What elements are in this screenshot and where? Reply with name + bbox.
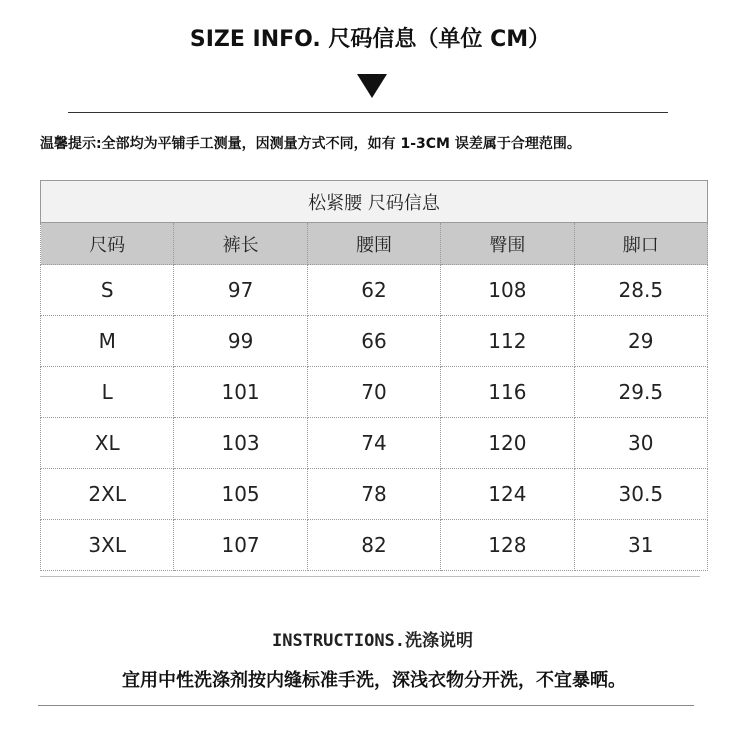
table-row	[41, 469, 708, 520]
cell-size: XL	[41, 418, 174, 469]
column-header-length: 裤长	[174, 223, 307, 265]
column-header-hip: 臀围	[441, 223, 574, 265]
cell-size: 3XL	[41, 520, 174, 571]
cell-leg-opening: 29	[574, 316, 707, 367]
cell-leg-opening: 28.5	[574, 265, 707, 316]
table-row	[41, 367, 708, 418]
cell-size: S	[41, 265, 174, 316]
cell-leg-opening: 30	[574, 418, 707, 469]
cell-length: 101	[174, 367, 307, 418]
cell-waist: 62	[307, 265, 440, 316]
size-table	[40, 180, 708, 571]
cell-length: 103	[174, 418, 307, 469]
table-row	[41, 418, 708, 469]
cell-size: 2XL	[41, 469, 174, 520]
cell-leg-opening: 29.5	[574, 367, 707, 418]
table-row	[41, 520, 708, 571]
table-caption: 松紧腰 尺码信息	[41, 181, 708, 223]
cell-hip: 128	[441, 520, 574, 571]
column-header-size: 尺码	[41, 223, 174, 265]
cell-length: 97	[174, 265, 307, 316]
instructions-text: 宜用中性洗涤剂按内缝标准手洗，深浅衣物分开洗，不宜暴晒。	[122, 670, 626, 691]
table-header-row	[41, 223, 708, 265]
cell-leg-opening: 30.5	[574, 469, 707, 520]
cell-length: 99	[174, 316, 307, 367]
cell-length: 107	[174, 520, 307, 571]
table-bottom-divider	[40, 576, 700, 577]
cell-hip: 120	[441, 418, 574, 469]
column-header-waist: 腰围	[307, 223, 440, 265]
divider-bottom	[38, 705, 694, 706]
cell-hip: 124	[441, 469, 574, 520]
cell-length: 105	[174, 469, 307, 520]
cell-hip: 112	[441, 316, 574, 367]
down-arrow-icon	[357, 74, 387, 98]
cell-size: M	[41, 316, 174, 367]
table-row	[41, 316, 708, 367]
divider-top	[68, 112, 668, 113]
cell-hip: 116	[441, 367, 574, 418]
cell-waist: 78	[307, 469, 440, 520]
cell-hip: 108	[441, 265, 574, 316]
table-caption-row	[41, 181, 708, 223]
table-row	[41, 265, 708, 316]
measurement-tip: 温馨提示:全部均为平铺手工测量，因测量方式不同，如有 1-3CM 误差属于合理范围。	[40, 136, 581, 152]
cell-waist: 66	[307, 316, 440, 367]
cell-waist: 74	[307, 418, 440, 469]
column-header-leg-opening: 脚口	[574, 223, 707, 265]
cell-waist: 82	[307, 520, 440, 571]
cell-size: L	[41, 367, 174, 418]
page-title: SIZE INFO. 尺码信息（单位 CM）	[189, 27, 551, 52]
cell-leg-opening: 31	[574, 520, 707, 571]
instructions-title: INSTRUCTIONS.洗涤说明	[271, 631, 474, 651]
cell-waist: 70	[307, 367, 440, 418]
